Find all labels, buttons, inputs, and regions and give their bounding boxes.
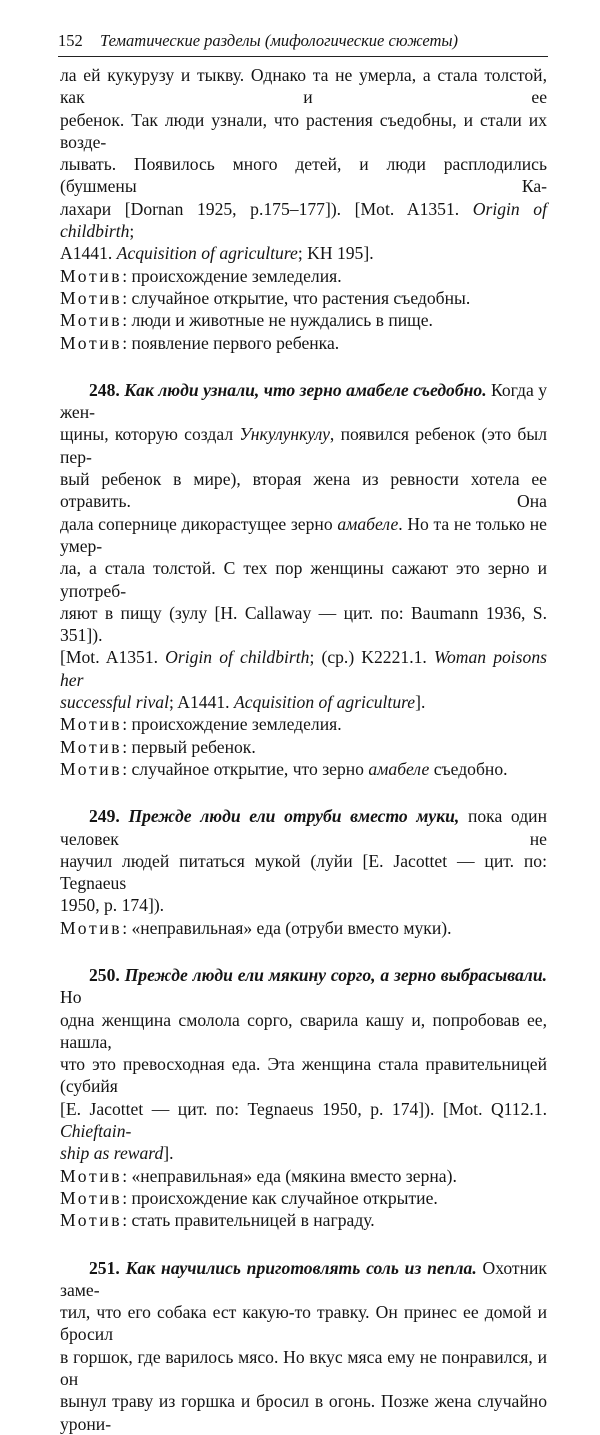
motif-label: Мотив — [60, 1210, 123, 1231]
text-line: лывать. Появилось много детей, и люди расплодились (бушмены Ка- — [60, 154, 547, 197]
text-line: в горшок, где варилось мясо. Но вкус мяса ему не понравился, и он — [60, 1346, 547, 1390]
motif-line: Мотив: люди и животные не нуждались в пище. — [60, 310, 433, 331]
motif-line: Мотив: случайное открытие, что растения съедобны. — [60, 287, 471, 308]
motif-line: Мотив: «неправильная» еда (отруби вместо муки). — [60, 917, 452, 938]
motif-label: Мотив — [60, 332, 123, 353]
entry-250-heading: 250. Прежде люди ели мякину сорго, а зерно выбрасывали. Но — [60, 964, 547, 1008]
motif-label: Мотив — [60, 1187, 123, 1208]
text-line: successful rival; A1441. Acquisition of agriculture]. — [60, 692, 426, 713]
text-line: тил, что его собака ест какую-то травку. Он принес ее домой и бросил — [60, 1302, 547, 1345]
motif-label: Мотив — [60, 265, 123, 286]
text-line: [Mot. A1351. Origin of childbirth; (ср.) K2221.1. Woman poisons her — [60, 647, 547, 690]
motif-label: Мотив — [60, 917, 123, 938]
motif-line: Мотив: появление первого ребенка. — [60, 332, 340, 353]
entry-249-heading: 249. Прежде люди ели отруби вместо муки, пока один человек не — [60, 806, 547, 849]
motif-line: Мотив: происхождение как случайное открытие. — [60, 1187, 438, 1208]
text-line: лахари [Dornan 1925, p.175–177]). [Mot. A1351. Origin of childbirth; — [60, 198, 547, 242]
running-header — [58, 30, 548, 57]
text-line: что это превосходная еда. Эта женщина стала правительницей (субийя — [60, 1054, 547, 1097]
text-line: A1441. Acquisition of agriculture; KH 195]. — [60, 243, 374, 264]
entry-title: Прежде люди ели отруби вместо муки, — [128, 806, 460, 827]
text-line: вынул траву из горшка и бросил в огонь. Позже жена случайно урони- — [60, 1391, 547, 1434]
entry-number: 251. — [89, 1257, 120, 1278]
motif-label: Мотив — [60, 758, 123, 779]
page-number: 152 — [58, 31, 83, 50]
entry-number: 250. — [89, 964, 120, 985]
text-line: ла ей кукурузу и тыкву. Однако та не умерла, а стала толстой, как и ее — [60, 65, 547, 108]
text-line: ship as reward]. — [60, 1143, 174, 1164]
page-body — [60, 64, 547, 1435]
text-line: ребенок. Так люди узнали, что растения съедобны, и стали их возде- — [60, 109, 547, 152]
motif-line: Мотив: происхождение земледелия. — [60, 265, 342, 286]
motif-line: Мотив: происхождение земледелия. — [60, 714, 342, 735]
entry-248-heading: 248. Как люди узнали, что зерно амабеле съедобно. Когда у жен- — [60, 379, 547, 423]
text-line: ляют в пищу (зулу [H. Callaway — цит. по: Baumann 1936, S. 351]). — [60, 602, 547, 646]
entry-title: Как научились приготовлять соль из пепла. — [125, 1257, 477, 1278]
motif-line: Мотив: случайное открытие, что зерно амабеле съедобно. — [60, 758, 508, 779]
entry-251-heading: 251. Как научились приготовлять соль из пепла. Охотник заме- — [60, 1257, 547, 1300]
entry-number: 249. — [89, 806, 120, 827]
motif-label: Мотив — [60, 1165, 123, 1186]
motif-label: Мотив — [60, 736, 123, 757]
text-line: щины, которую создал Ункулункулу, появился ребенок (это был пер- — [60, 424, 547, 467]
text-line: 1950, p. 174]). — [60, 895, 165, 916]
motif-label: Мотив — [60, 287, 123, 308]
motif-line: Мотив: первый ребенок. — [60, 736, 256, 757]
text-line: вый ребенок в мире), вторая жена из ревности хотела ее отравить. Она — [60, 469, 547, 512]
motif-line: Мотив: «неправильная» еда (мякина вместо зерна). — [60, 1165, 457, 1186]
motif-line: Мотив: стать правительницей в награду. — [60, 1210, 375, 1231]
running-title: Тематические разделы (мифологические сюжеты) — [100, 31, 459, 50]
text-line: одна женщина смолола сорго, сварила кашу и, попробовав ее, нашла, — [60, 1009, 547, 1052]
text-line: научил людей питаться мукой (луйи [E. Jacottet — цит. по: Tegnaeus — [60, 850, 547, 894]
entry-number: 248. — [89, 379, 120, 400]
entry-title: Прежде люди ели мякину сорго, а зерно выбрасывали. — [124, 964, 547, 985]
text-line: [E. Jacottet — цит. по: Tegnaeus 1950, p. 174]). [Mot. Q112.1. Chieftain- — [60, 1098, 547, 1142]
text-line: дала сопернице дикорастущее зерно амабеле. Но та не только не умер- — [60, 513, 547, 556]
entry-title: Как люди узнали, что зерно амабеле съедобно. — [124, 379, 487, 400]
text-line: ла, а стала толстой. С тех пор женщины сажают это зерно и употреб- — [60, 558, 547, 601]
motif-label: Мотив — [60, 310, 123, 331]
motif-label: Мотив — [60, 714, 123, 735]
